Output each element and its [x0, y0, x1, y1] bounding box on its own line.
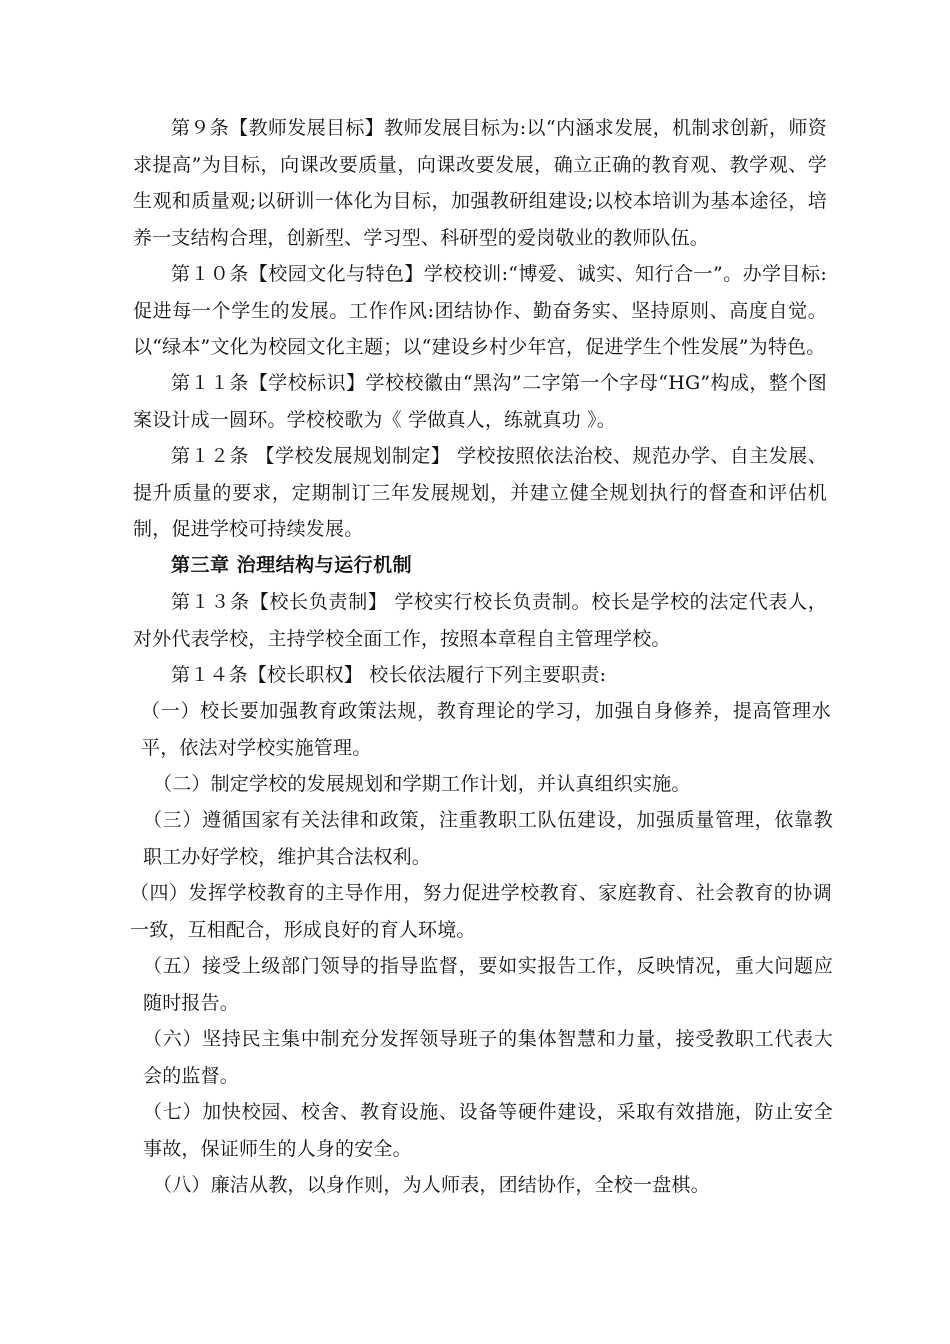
- chapter-3-heading: 第三章 治理结构与运行机制: [171, 554, 413, 576]
- duty-item-4: （四）发挥学校教育的主导作用，努力促进学校教育、家庭教育、社会教育的协调一致，互相配合，形成良好的育人环境。: [130, 882, 832, 941]
- duty-item-7: （七）加快校园、校舍、教育设施、设备等硬件建设，采取有效措施，防止安全事故，保证师生的人身的安全。: [143, 1101, 833, 1160]
- duty-item-5: （五）接受上级部门领导的指导监督，要如实报告工作，反映情况，重大问题应随时报告。: [143, 955, 833, 1014]
- duty-item-3: （三）遵循国家有关法律和政策，注重教职工队伍建设，加强质量管理，依靠教职工办好学校，维护其合法权利。: [143, 809, 833, 868]
- duty-item-1: （一）校长要加强教育政策法规，教育理论的学习，加强自身修养，提高管理水平，依法对学校实施管理。: [141, 700, 831, 759]
- article-12-paragraph: 第１２条 【学校发展规划制定】 学校按照依法治校、规范办学、自主发展、提升质量的要求，定期制订三年发展规划，并建立健全规划执行的督查和评估机制，促进学校可持续发展。: [133, 445, 827, 540]
- duty-item-8: （八）廉洁从教，以身作则，为人师表，团结协作，全校一盘棋。: [153, 1174, 710, 1196]
- article-13-paragraph: 第１３条【校长负责制】 学校实行校长负责制。校长是学校的法定代表人，对外代表学校，主持学校全面工作，按照本章程自主管理学校。: [133, 591, 827, 650]
- duty-item-2: （二）制定学校的发展规划和学期工作计划，并认真组织实施。: [153, 773, 691, 795]
- article-11-paragraph: 第１１条【学校标识】学校校徽由“黑沟”二字第一个字母“HG”构成，整个图案设计成一圆环。学校校歌为《 学做真人，练就真功 》。: [133, 372, 827, 431]
- article-14-paragraph: 第１４条【校长职权】 校长依法履行下列主要职责:: [171, 664, 607, 686]
- duty-item-6: （六）坚持民主集中制充分发挥领导班子的集体智慧和力量，接受教职工代表大会的监督。: [143, 1028, 833, 1087]
- article-10-paragraph: 第１０条【校园文化与特色】学校校训:“博爱、诚实、知行合一”。办学目标:促进每一个学生的发展。工作作风:团结协作、勤奋务实、坚持原则、高度自觉。以“绿本”文化为校园文化主题；以“建设乡村少年宫，促进学生个性发展”为特色。: [133, 263, 827, 358]
- article-9-paragraph: 第９条【教师发展目标】教师发展目标为:以“内涵求发展，机制求创新，师资求提高”为目标，向课改要质量，向课改要发展，确立正确的教育观、教学观、学生观和质量观;以研训一体化为目标，加强教研组建设;以校本培训为基本途径，培养一支结构合理，创新型、学习型、科研型的爱岗敬业的教师队伍。: [133, 117, 827, 249]
